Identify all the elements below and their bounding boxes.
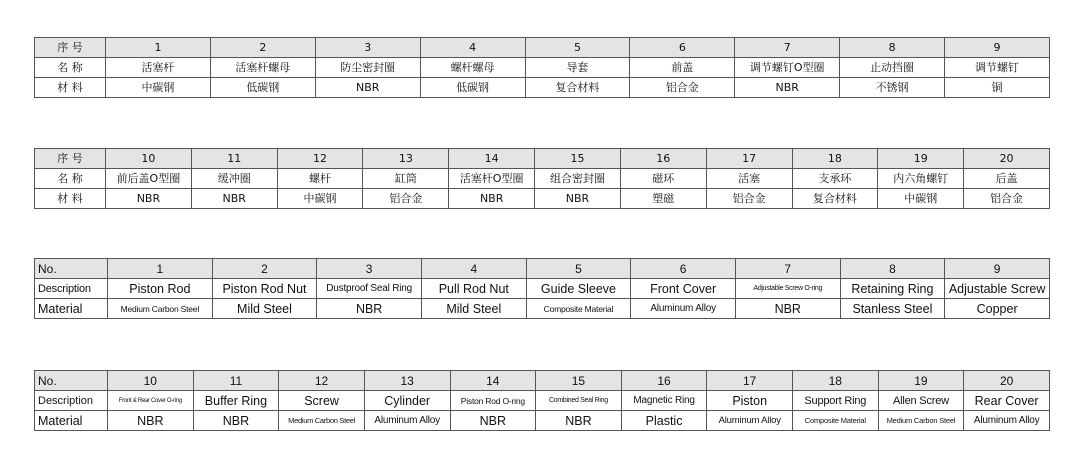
part-number: 8 xyxy=(840,259,945,279)
part-number: 18 xyxy=(792,149,878,169)
header-label: No. xyxy=(35,371,108,391)
part-name: 导套 xyxy=(525,58,630,78)
material-label: Material xyxy=(35,411,108,431)
part-name: 活塞杆O型圈 xyxy=(449,169,535,189)
part-material: NBR xyxy=(317,299,422,319)
table-row xyxy=(35,189,1050,209)
table-row xyxy=(35,371,1050,391)
part-name: 前后盖O型圈 xyxy=(106,169,192,189)
part-material: 复合材料 xyxy=(792,189,878,209)
part-name: Guide Sleeve xyxy=(526,279,631,299)
part-number: 18 xyxy=(793,371,879,391)
part-number: 14 xyxy=(449,149,535,169)
part-number: 2 xyxy=(212,259,317,279)
part-number: 10 xyxy=(106,149,192,169)
part-name: Rear Cover xyxy=(964,391,1050,411)
part-name: 止动挡圈 xyxy=(840,58,945,78)
table-row xyxy=(35,259,1050,279)
part-material: NBR xyxy=(315,78,420,98)
part-material: NBR xyxy=(193,411,279,431)
part-number: 11 xyxy=(191,149,277,169)
part-number: 15 xyxy=(535,149,621,169)
part-name: 后盖 xyxy=(964,169,1050,189)
part-name: Cylinder xyxy=(364,391,450,411)
part-name: Combined Seal Ring xyxy=(536,391,622,411)
part-number: 16 xyxy=(621,371,707,391)
table-row xyxy=(35,299,1050,319)
part-name: Piston xyxy=(707,391,793,411)
part-name: 组合密封圈 xyxy=(535,169,621,189)
part-material: 不锈钢 xyxy=(840,78,945,98)
part-number: 7 xyxy=(735,259,840,279)
part-number: 17 xyxy=(706,149,792,169)
part-material: Mild Steel xyxy=(212,299,317,319)
part-name: 内六角螺钉 xyxy=(878,169,964,189)
part-number: 1 xyxy=(108,259,213,279)
part-name: 缸筒 xyxy=(363,169,449,189)
part-number: 4 xyxy=(421,259,526,279)
cn-parts-table-2 xyxy=(34,148,1050,209)
part-number: 16 xyxy=(620,149,706,169)
part-material: NBR xyxy=(450,411,536,431)
part-material: Aluminum Alloy xyxy=(707,411,793,431)
part-number: 7 xyxy=(735,38,840,58)
part-name: Piston Rod Nut xyxy=(212,279,317,299)
part-name: 活塞 xyxy=(706,169,792,189)
part-material: NBR xyxy=(108,411,194,431)
part-material: NBR xyxy=(191,189,277,209)
part-material: NBR xyxy=(106,189,192,209)
part-number: 11 xyxy=(193,371,279,391)
part-name: Support Ring xyxy=(793,391,879,411)
part-name: Pull Rod Nut xyxy=(421,279,526,299)
part-number: 20 xyxy=(964,149,1050,169)
part-number: 13 xyxy=(363,149,449,169)
part-number: 9 xyxy=(945,259,1050,279)
part-name: Front & Rear Cover O-ring xyxy=(108,391,194,411)
name-label: 名 称 xyxy=(35,58,106,78)
part-name: Dustproof Seal Ring xyxy=(317,279,422,299)
part-number: 3 xyxy=(315,38,420,58)
part-name: Piston Rod xyxy=(108,279,213,299)
header-label: No. xyxy=(35,259,108,279)
part-name: 前盖 xyxy=(630,58,735,78)
part-name: 磁环 xyxy=(620,169,706,189)
part-number: 13 xyxy=(364,371,450,391)
part-material: Copper xyxy=(945,299,1050,319)
description-label: Description xyxy=(35,279,108,299)
part-material: 塑磁 xyxy=(620,189,706,209)
part-material: 复合材料 xyxy=(525,78,630,98)
part-name: 调节螺钉O型圈 xyxy=(735,58,840,78)
en-parts-table-1 xyxy=(34,258,1050,319)
part-material: Medium Carbon Steel xyxy=(878,411,964,431)
part-name: Adjustable Screw O-ring xyxy=(735,279,840,299)
part-material: Composite Material xyxy=(793,411,879,431)
part-material: Composite Material xyxy=(526,299,631,319)
part-name: 支承环 xyxy=(792,169,878,189)
part-material: 中碳钢 xyxy=(106,78,211,98)
part-material: 铝合金 xyxy=(706,189,792,209)
part-name: Adjustable Screw xyxy=(945,279,1050,299)
table-row xyxy=(35,279,1050,299)
part-name: 螺杆螺母 xyxy=(420,58,525,78)
part-material: 低碳钢 xyxy=(210,78,315,98)
material-label: 材 料 xyxy=(35,189,106,209)
part-name: 活塞杆 xyxy=(106,58,211,78)
table-row xyxy=(35,78,1050,98)
part-number: 19 xyxy=(878,371,964,391)
material-label: 材 料 xyxy=(35,78,106,98)
part-name: 防尘密封圈 xyxy=(315,58,420,78)
part-name: Magnetic Ring xyxy=(621,391,707,411)
part-material: Medium Carbon Steel xyxy=(108,299,213,319)
table-row xyxy=(35,411,1050,431)
description-label: Description xyxy=(35,391,108,411)
part-name: 调节螺钉 xyxy=(945,58,1050,78)
part-number: 19 xyxy=(878,149,964,169)
table-row xyxy=(35,58,1050,78)
part-name: Front Cover xyxy=(631,279,736,299)
part-number: 1 xyxy=(106,38,211,58)
material-label: Material xyxy=(35,299,108,319)
part-number: 5 xyxy=(526,259,631,279)
part-number: 9 xyxy=(945,38,1050,58)
part-name: Retaining Ring xyxy=(840,279,945,299)
part-material: Plastic xyxy=(621,411,707,431)
part-number: 15 xyxy=(536,371,622,391)
cn-parts-table-1 xyxy=(34,37,1050,98)
part-name: Piston Rod O-ring xyxy=(450,391,536,411)
part-material: 铝合金 xyxy=(630,78,735,98)
part-number: 17 xyxy=(707,371,793,391)
part-number: 3 xyxy=(317,259,422,279)
part-number: 4 xyxy=(420,38,525,58)
part-material: Aluminum Alloy xyxy=(364,411,450,431)
part-name: 缓冲圈 xyxy=(191,169,277,189)
header-label: 序 号 xyxy=(35,38,106,58)
table-row xyxy=(35,391,1050,411)
name-label: 名 称 xyxy=(35,169,106,189)
part-number: 6 xyxy=(631,259,736,279)
part-name: 螺杆 xyxy=(277,169,363,189)
part-number: 12 xyxy=(279,371,365,391)
part-number: 14 xyxy=(450,371,536,391)
part-material: NBR xyxy=(735,299,840,319)
part-material: Aluminum Alloy xyxy=(631,299,736,319)
part-material: 铝合金 xyxy=(363,189,449,209)
part-material: Aluminum Alloy xyxy=(964,411,1050,431)
header-label: 序 号 xyxy=(35,149,106,169)
part-material: NBR xyxy=(536,411,622,431)
part-material: NBR xyxy=(535,189,621,209)
part-number: 2 xyxy=(210,38,315,58)
part-material: 铝合金 xyxy=(964,189,1050,209)
part-material: 中碳钢 xyxy=(277,189,363,209)
part-number: 20 xyxy=(964,371,1050,391)
part-number: 8 xyxy=(840,38,945,58)
part-name: Allen Screw xyxy=(878,391,964,411)
part-material: NBR xyxy=(735,78,840,98)
en-parts-table-2 xyxy=(34,370,1050,431)
part-number: 6 xyxy=(630,38,735,58)
table-row xyxy=(35,169,1050,189)
part-material: Stanless Steel xyxy=(840,299,945,319)
part-material: NBR xyxy=(449,189,535,209)
part-material: Mild Steel xyxy=(421,299,526,319)
part-name: Buffer Ring xyxy=(193,391,279,411)
part-material: Medium Carbon Steel xyxy=(279,411,365,431)
part-material: 中碳钢 xyxy=(878,189,964,209)
part-material: 铜 xyxy=(945,78,1050,98)
part-name: Screw xyxy=(279,391,365,411)
part-material: 低碳钢 xyxy=(420,78,525,98)
table-row xyxy=(35,149,1050,169)
part-number: 12 xyxy=(277,149,363,169)
part-number: 10 xyxy=(108,371,194,391)
table-row xyxy=(35,38,1050,58)
part-number: 5 xyxy=(525,38,630,58)
part-name: 活塞杆螺母 xyxy=(210,58,315,78)
